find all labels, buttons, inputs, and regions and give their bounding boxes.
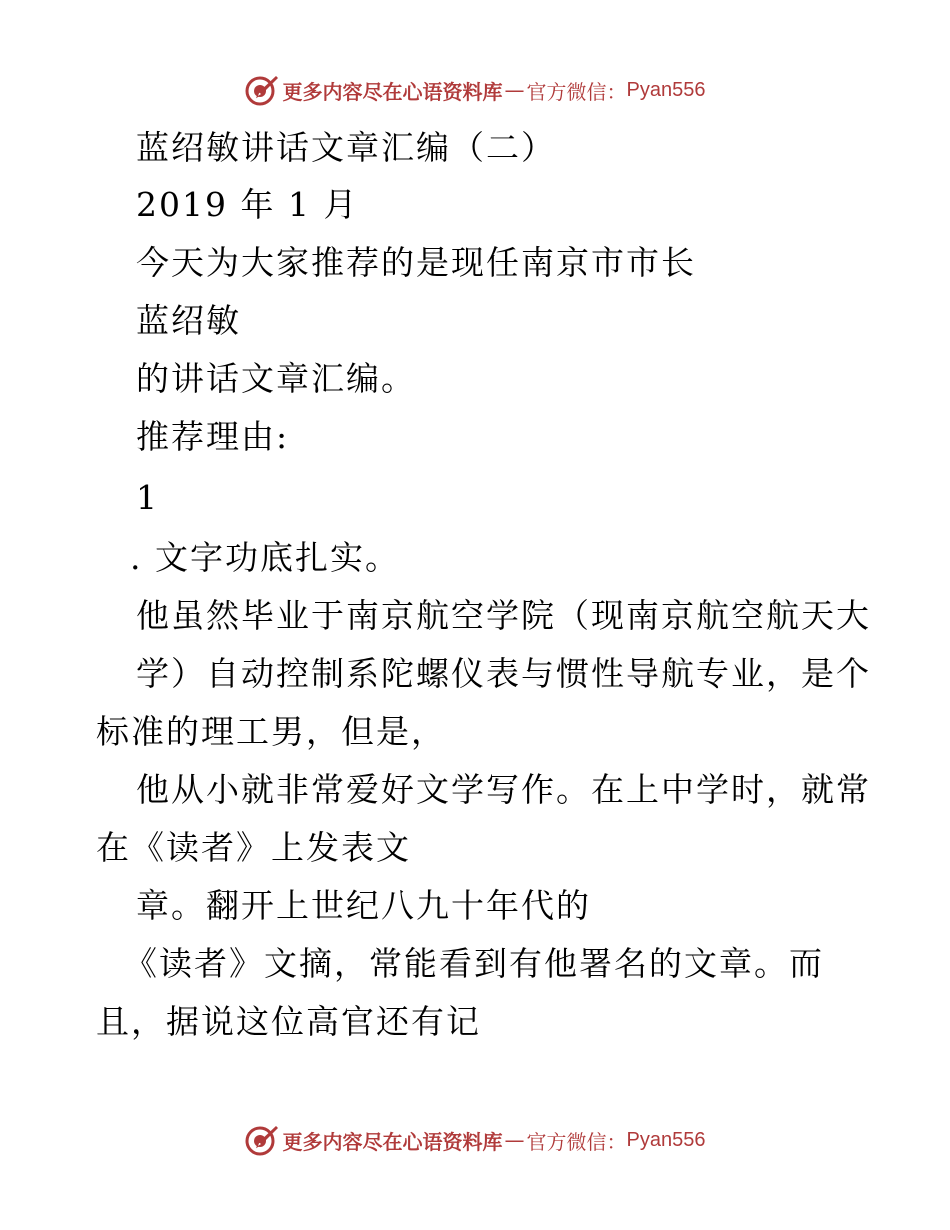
footer-banner — [0, 1120, 950, 1160]
paragraph-line: 今天为大家推荐的是现任南京市市长 — [136, 243, 696, 282]
paragraph-line: 他虽然毕业于南京航空学院（现南京航空航天大 — [136, 596, 871, 635]
paragraph-line: 蓝绍敏 — [136, 301, 241, 340]
banner-wechat-id: Pyan556 — [626, 1128, 706, 1151]
paragraph-line: 章。翻开上世纪八九十年代的 — [136, 886, 591, 925]
paragraph-line: 在《读者》上发表文 — [96, 828, 411, 867]
banner-wechat-id: Pyan556 — [626, 78, 706, 101]
banner-official-label: 官方微信： — [526, 1129, 627, 1154]
paragraph-line: 学）自动控制系陀螺仪表与惯性导航专业，是个 — [136, 654, 871, 693]
banner-dash: — — [504, 78, 525, 102]
paragraph-line: 的讲话文章汇编。 — [136, 359, 416, 398]
document-date: 2019 年 1 月 — [136, 185, 359, 224]
paragraph-line: 推荐理由: — [136, 417, 290, 456]
paragraph-line: 标准的理工男，但是， — [96, 712, 446, 751]
pen-logo-icon — [245, 1123, 279, 1157]
pen-logo-icon — [245, 73, 279, 107]
paragraph-line: 他从小就非常爱好文学写作。在上中学时，就常 — [136, 770, 871, 809]
document-title: 蓝绍敏讲话文章汇编（二） — [136, 128, 556, 167]
header-banner — [0, 70, 950, 110]
banner-main-text: 更多内容尽在心语资料库 — [282, 79, 503, 104]
banner-main-text: 更多内容尽在心语资料库 — [282, 1129, 503, 1154]
paragraph-line: 《读者》文摘，常能看到有他署名的文章。而 — [124, 944, 824, 983]
paragraph-line: 且，据说这位高官还有记 — [96, 1002, 481, 1041]
list-number: 1 — [136, 478, 159, 517]
list-item-heading: . 文字功底扎实。 — [130, 538, 400, 577]
banner-dash: — — [504, 1128, 525, 1152]
banner-official-label: 官方微信： — [526, 79, 627, 104]
